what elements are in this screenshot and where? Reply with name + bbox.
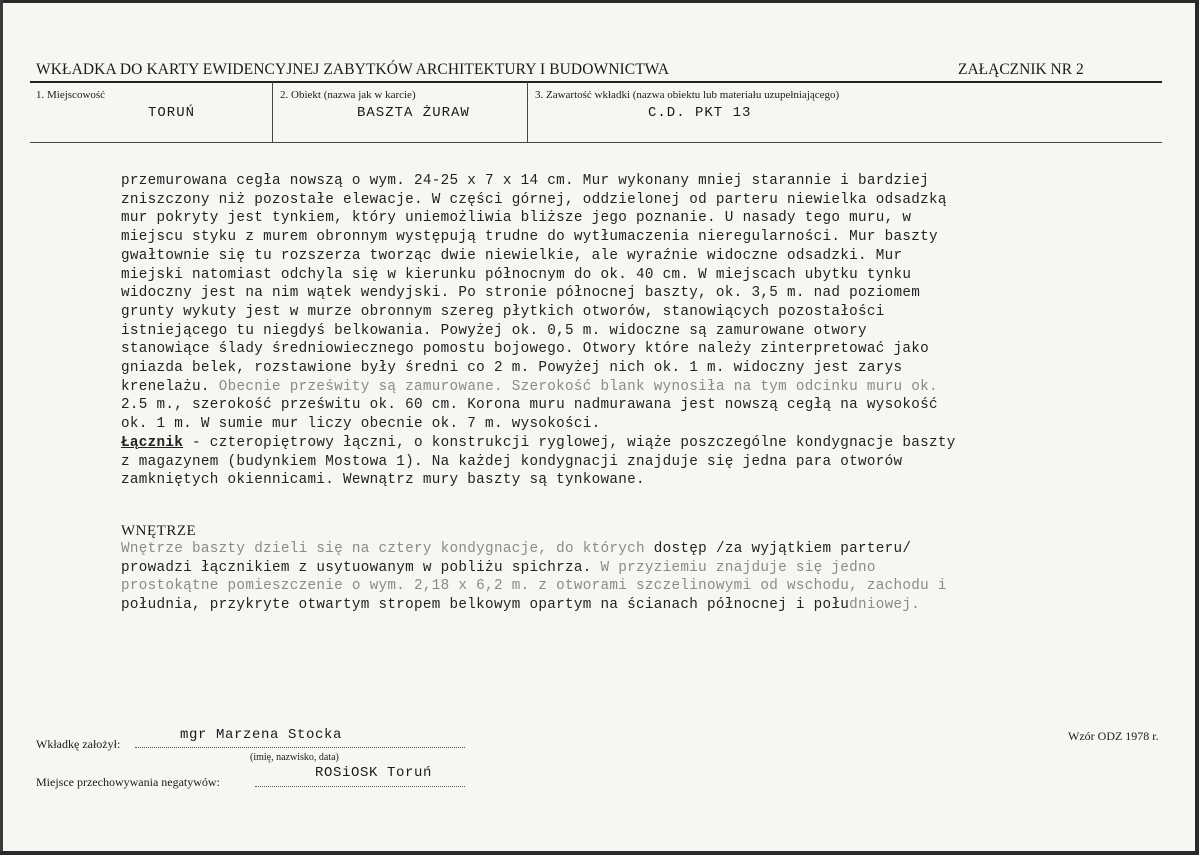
text-line: stanowiące ślady średniowiecznego pomostu bojowego. Otwory które należy zinterpretować jako xyxy=(121,341,930,358)
place-value: TORUŃ xyxy=(148,105,196,121)
card-border-left xyxy=(0,0,3,855)
faded-text-segment: W przyziemiu znajduje się jedno xyxy=(600,559,876,576)
text-line xyxy=(121,559,1081,578)
storage-label: Miejsce przechowywania negatywów: xyxy=(36,775,220,789)
text-line: gwałtownie się tu rozszerza tworząc dwie niewielkie, ale wyraźnie widoczne odsadzki. Mur xyxy=(121,247,903,264)
text-line: widoczny jest na nim wątek wendyjski. Po stronie północnej baszty, ok. 3,5 m. nad poziomem xyxy=(121,285,921,302)
text-line: 2.5 m., szerokość prześwitu ok. 60 cm. Korona muru nadmurawana jest nowszą cegłą na wysokość xyxy=(121,397,938,414)
text-line: prostokątne pomieszczenie o wym. 2,18 x 6,2 m. z otworami szczelinowymi od wschodu, zachodu i xyxy=(121,578,947,595)
faded-text-segment: Obecnie prześwity są zamurowane. Szerokość blank wynosiła na tym odcinku muru ok. xyxy=(218,378,938,395)
header-rule xyxy=(30,81,1162,83)
text-line xyxy=(121,378,1081,397)
text-line: miejscu styku z murem obronnym występują trudne do wytłumaczenia nieregularności. Mur baszty xyxy=(121,229,938,246)
card-border-right xyxy=(1195,0,1199,855)
author-value: mgr Marzena Stocka xyxy=(180,727,343,743)
description-text xyxy=(121,172,1081,490)
place-label: 1. Miejscowość xyxy=(36,89,106,101)
fields-rule xyxy=(30,142,1162,143)
card-border-top xyxy=(0,0,1199,3)
text-line: ok. 1 m. W sumie mur liczy obecnie ok. 7 m. wysokości. xyxy=(121,416,601,433)
content-label: 3. Zawartość wkładki (nazwa obiektu lub materiału uzupełniającego) xyxy=(535,89,840,101)
form-title: WKŁADKA DO KARTY EWIDENCYJNEJ ZABYTKÓW ARCHITEKTURY I BUDOWNICTWA xyxy=(36,61,670,78)
faded-text-segment: dniowej. xyxy=(849,597,921,614)
text-line: grunty wykuty jest w murze obronnym szereg płytkich otworów, stanowiących pozostałości xyxy=(121,303,885,320)
annex-number: ZAŁĄCZNIK NR 2 xyxy=(958,61,1084,78)
text-line: przemurowana cegła nowszą o wym. 24-25 x 7 x 14 cm. Mur wykonany mniej starannie i bardziej xyxy=(121,173,930,189)
text-segment: prowadzi łącznikiem z usytuowanym w pobliżu spichrza. xyxy=(121,559,601,576)
text-segment: - czteropiętrowy łączni, o konstrukcji ryglowej, wiąże poszczególne kondygnacje baszty xyxy=(183,434,956,451)
text-line xyxy=(121,596,1081,615)
storage-dotted-line xyxy=(255,786,465,787)
text-line: zniszczony niż pozostałe elewacje. W części górnej, oddzielonej od parteru niewielka odsadzką xyxy=(121,191,947,208)
interior-heading: WNĘTRZE xyxy=(121,523,197,539)
text-line: istniejącego tu niegdyś belkowania. Powyżej ok. 0,5 m. widoczne są zamurowane otwory xyxy=(121,322,867,339)
text-line: mur pokryty jest tynkiem, który uniemożliwia bliższe jego poznanie. U nasady tego muru, w xyxy=(121,210,912,227)
author-label: Wkładkę założył: xyxy=(36,737,121,751)
text-line: miejski natomiast odchyla się w kierunku północnym do ok. 40 cm. W miejscach ubytku tynku xyxy=(121,266,912,283)
object-label: 2. Obiekt (nazwa jak w karcie) xyxy=(280,89,416,101)
content-value: C.D. PKT 13 xyxy=(648,105,752,121)
text-line: gniazda belek, rozstawione były średni co 2 m. Powyżej nich ok. 1 m. widoczny jest zarys xyxy=(121,360,903,377)
text-line: z magazynem (budynkiem Mostowa 1). Na każdej kondygnacji znajduje się jedna para otworów xyxy=(121,453,903,470)
text-line: zamkniętych okiennicami. Wewnątrz mury baszty są tynkowane. xyxy=(121,472,645,489)
field-divider xyxy=(527,82,528,143)
text-segment: południa, przykryte otwartym stropem belkowym opartym na ścianach północnej i połu xyxy=(121,597,850,614)
author-dotted-line xyxy=(135,747,465,748)
interior-text xyxy=(121,540,1081,615)
connector-heading: Łącznik xyxy=(121,434,184,451)
text-segment: krenelażu. xyxy=(121,378,219,395)
card-border-bottom xyxy=(0,851,1199,855)
text-line xyxy=(121,434,1081,453)
object-value: BASZTA ŻURAW xyxy=(357,105,470,121)
storage-value: ROSiOSK Toruń xyxy=(315,765,433,781)
faded-text-segment: Wnętrze baszty dzieli się na cztery kondygnacje, do których xyxy=(121,541,654,557)
author-caption: (imię, nazwisko, data) xyxy=(250,752,339,763)
text-segment: dostęp /za wyjątkiem parteru/ xyxy=(653,541,912,557)
field-divider xyxy=(272,82,273,143)
pattern-code: Wzór ODZ 1978 r. xyxy=(1068,729,1159,743)
text-line xyxy=(121,540,1081,559)
